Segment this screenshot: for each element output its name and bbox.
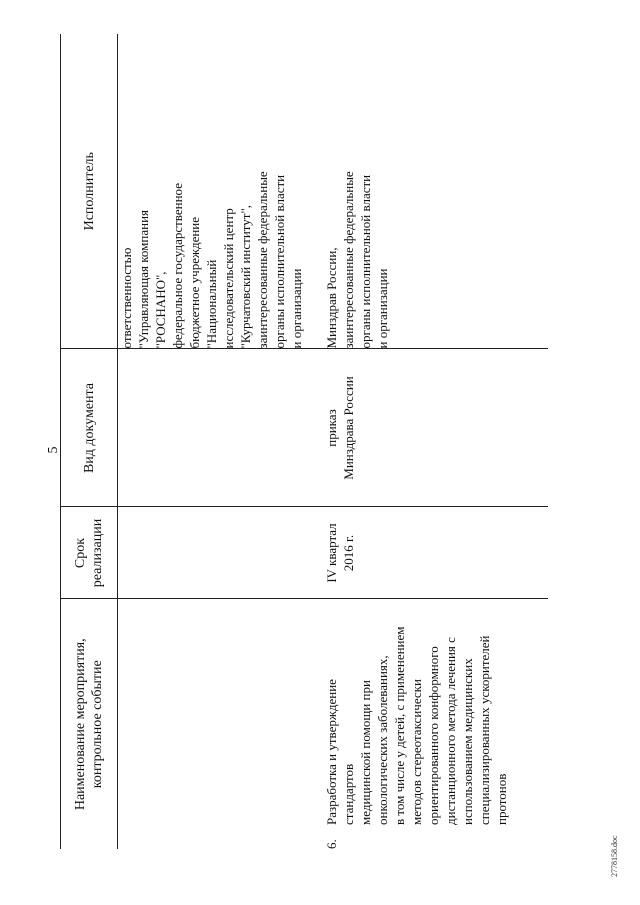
row-term <box>118 507 324 599</box>
row-name <box>323 599 548 849</box>
header-name: Наименование мероприятия, контрольное событие <box>61 599 118 849</box>
row-name-text: Разработка и утверждение стандартов медицинской помощи при онкологических заболеваниях, в том числе у детей, с применением методов стереотаксически ориентированного конформного дистанционного метода лечения с использованием медицинских специализированных ускорителей протонов <box>324 626 509 825</box>
document-id: 2778158.doc <box>610 835 619 877</box>
table-header-row <box>61 34 118 849</box>
row-doc-type: приказ Минздрава России <box>323 349 548 507</box>
header-doc-type: Вид документа <box>61 349 118 507</box>
header-executor: Исполнитель <box>61 34 118 349</box>
page-number: 5 <box>46 446 61 454</box>
row-term: IV квартал 2016 г. <box>323 507 548 599</box>
row-name <box>118 599 324 849</box>
measures-table <box>60 34 548 849</box>
row-doc-type <box>118 349 324 507</box>
table-frame <box>60 34 620 849</box>
header-term: Срок реализации <box>61 507 118 599</box>
table-row <box>323 34 548 849</box>
row-number: 6. <box>324 839 339 849</box>
row-executor: Минздрав России, заинтересованные федеральные органы исполнительной власти и организации <box>323 34 548 349</box>
row-executor: ответственностью "Управляющая компания "РОСНАНО", федеральное государственное бюджетное учреждение "Национальный исследовательский центр "Курчатовский институт", заинтересованные федеральные органы исполнительной власти и организации <box>118 34 324 349</box>
table-row <box>118 34 324 849</box>
